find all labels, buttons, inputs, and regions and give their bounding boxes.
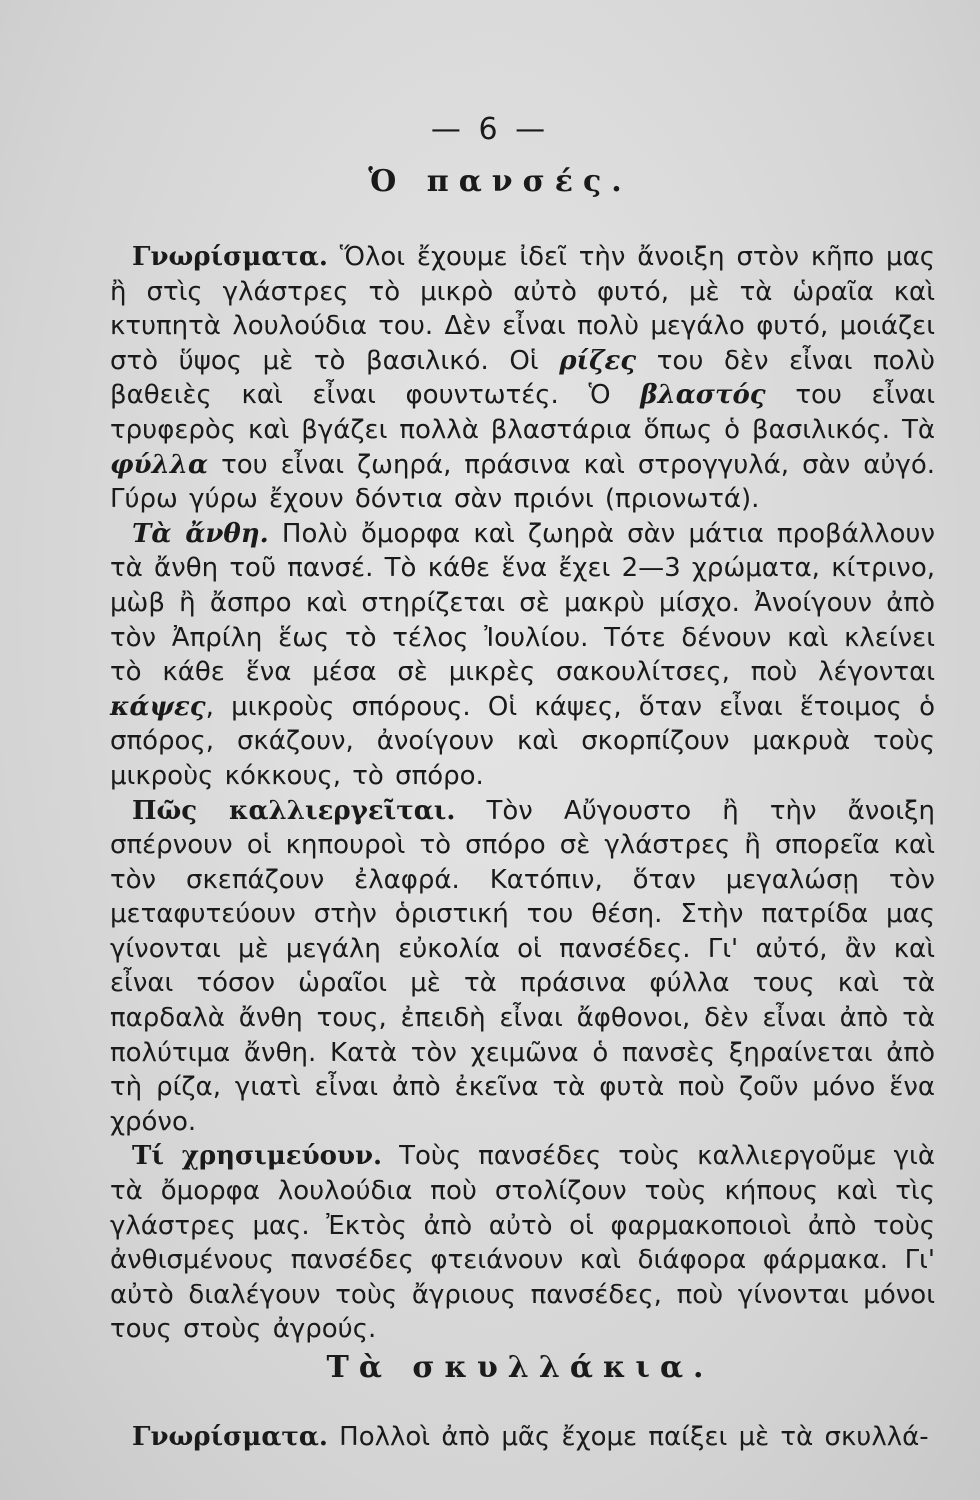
paragraph bbox=[110, 1139, 935, 1347]
text-run: Τοὺς πανσέδες τοὺς καλλιεργοῦμε γιὰ τὰ ὄμορφα λουλούδια ποὺ στολίζουν τοὺς κήπους καὶ τὶς γλάστρες μας. Ἐκτὸς ἀπὸ αὐτὸ οἱ φαρμακοποιοὶ ἀπὸ τοὺς ἀνθισμένους πανσέδες φτειάνουν καὶ διάφορα φάρμακα. Γι' αὐτὸ διαλέγουν τοὺς ἄγριους πανσέδες, ποὺ γίνονται μόνοι τους στοὺς ἀγρούς. bbox=[110, 1141, 935, 1345]
emphasized-term: βλαστός bbox=[640, 380, 766, 411]
section-body-pansy bbox=[110, 240, 935, 1347]
emphasized-term: φύλλα bbox=[110, 449, 209, 480]
emphasized-term: κάψες bbox=[110, 691, 206, 722]
text-run: του δὲν εἶναι πολὺ βαθειὲς καὶ εἶναι φουντωτές. Ὁ bbox=[110, 345, 935, 411]
paragraph bbox=[110, 794, 935, 1140]
section-title-pansy: Ὁ πανσές. bbox=[368, 164, 632, 199]
text-run: του εἶναι ζωηρά, πράσινα καὶ στρογγυλά, σὰν αὐγό. Γύρω γύρω ἔχουν δόντια σὰν πριόνι (πριονωτά). bbox=[110, 449, 935, 515]
paragraph-heading: Πῶς καλλιεργεῖται. bbox=[132, 795, 456, 826]
text-run: Τὸν Αὔγουστο ἢ τὴν ἄνοιξη σπέρνουν οἱ κηπουροὶ τὸ σπόρο σὲ γλάστρες ἢ σπορεῖα καὶ τὸν σκεπάζουν ἐλαφρά. Κατόπιν, ὅταν μεγαλώσῃ τὸν μεταφυτεύουν στὴν ὁριστική του θέση. Στὴν πατρίδα μας γίνονται μὲ μεγάλη εὐκολία οἱ πανσέδες. Γι' αὐτό, ἂν καὶ εἶναι τόσον ὡραῖοι μὲ τὰ πράσινα φύλλα τους καὶ τὰ παρδαλὰ ἄνθη τους, ἐπειδὴ εἶναι ἄφθονοι, δὲν εἶναι ἀπὸ τὰ πολύτιμα ἄνθη. Κατὰ τὸν χειμῶνα ὁ πανσὲς ξηραίνεται ἀπὸ τὴ ρίζα, γιατὶ εἶναι ἀπὸ ἐκεῖνα τὰ φυτὰ ποὺ ζοῦν μόνο ἕνα χρόνο. bbox=[110, 795, 935, 1137]
emphasized-term: Τὰ ἄνθη. bbox=[132, 518, 269, 549]
paragraph-heading: Γνωρίσματα. bbox=[132, 1422, 328, 1452]
paragraph-heading: Γνωρίσματα. bbox=[132, 242, 328, 272]
text-run: Πολλοὶ ἀπὸ μᾶς ἔχομε παίξει μὲ τὰ σκυλλά- bbox=[327, 1422, 929, 1452]
emphasized-term: ρίζες bbox=[559, 345, 637, 376]
paragraph bbox=[110, 1420, 935, 1455]
section-body-snapdragon bbox=[110, 1420, 935, 1455]
text-run: του εἶναι τρυφερὸς καὶ βγάζει πολλὰ βλαστάρια ὅπως ὁ βασιλικός. Τὰ bbox=[110, 380, 935, 445]
text-run: , μικροὺς σπόρους. Οἱ κάψες, ὅταν εἶναι ἕτοιμος ὁ σπόρος, σκάζουν, ἀνοίγουν καὶ σκορπίζουν μακρυὰ τοὺς μικροὺς κόκκους, τὸ σπόρο. bbox=[110, 691, 935, 791]
paragraph bbox=[110, 240, 935, 517]
text-run: Ὅλοι ἔχουμε ἰδεῖ τὴν ἄνοιξη στὸν κῆπο μας ἢ στὶς γλάστρες τὸ μικρὸ αὐτὸ φυτό, μὲ τὰ ὡραῖα καὶ κτυπητὰ λουλούδια του. Δὲν εἶναι πολὺ μεγάλο φυτό, μοιάζει στὸ ὕψος μὲ τὸ βασιλικό. Οἱ bbox=[110, 242, 935, 376]
page-number: — 6 — bbox=[430, 112, 550, 147]
paragraph bbox=[110, 517, 935, 794]
paragraph-heading: Τί χρησιμεύουν. bbox=[132, 1141, 383, 1172]
text-run: Πολὺ ὄμορφα καὶ ζωηρὰ σὰν μάτια προβάλλουν τὰ ἄνθη τοῦ πανσέ. Τὸ κάθε ἕνα ἔχει 2—3 χρώματα, κίτρινο, μὼβ ἢ ἄσπρο καὶ στηρίζεται σὲ μακρὺ μίσχο. Ἀνοίγουν ἀπὸ τὸν Ἀπρίλη ἕως τὸ τέλος Ἰουλίου. Τότε δένουν καὶ κλείνει τὸ κάθε ἕνα μέσα σὲ μικρὲς σακουλίτσες, ποὺ λέγονται bbox=[110, 518, 935, 688]
section-title-snapdragon: Τὰ σκυλλάκια. bbox=[326, 1350, 714, 1385]
